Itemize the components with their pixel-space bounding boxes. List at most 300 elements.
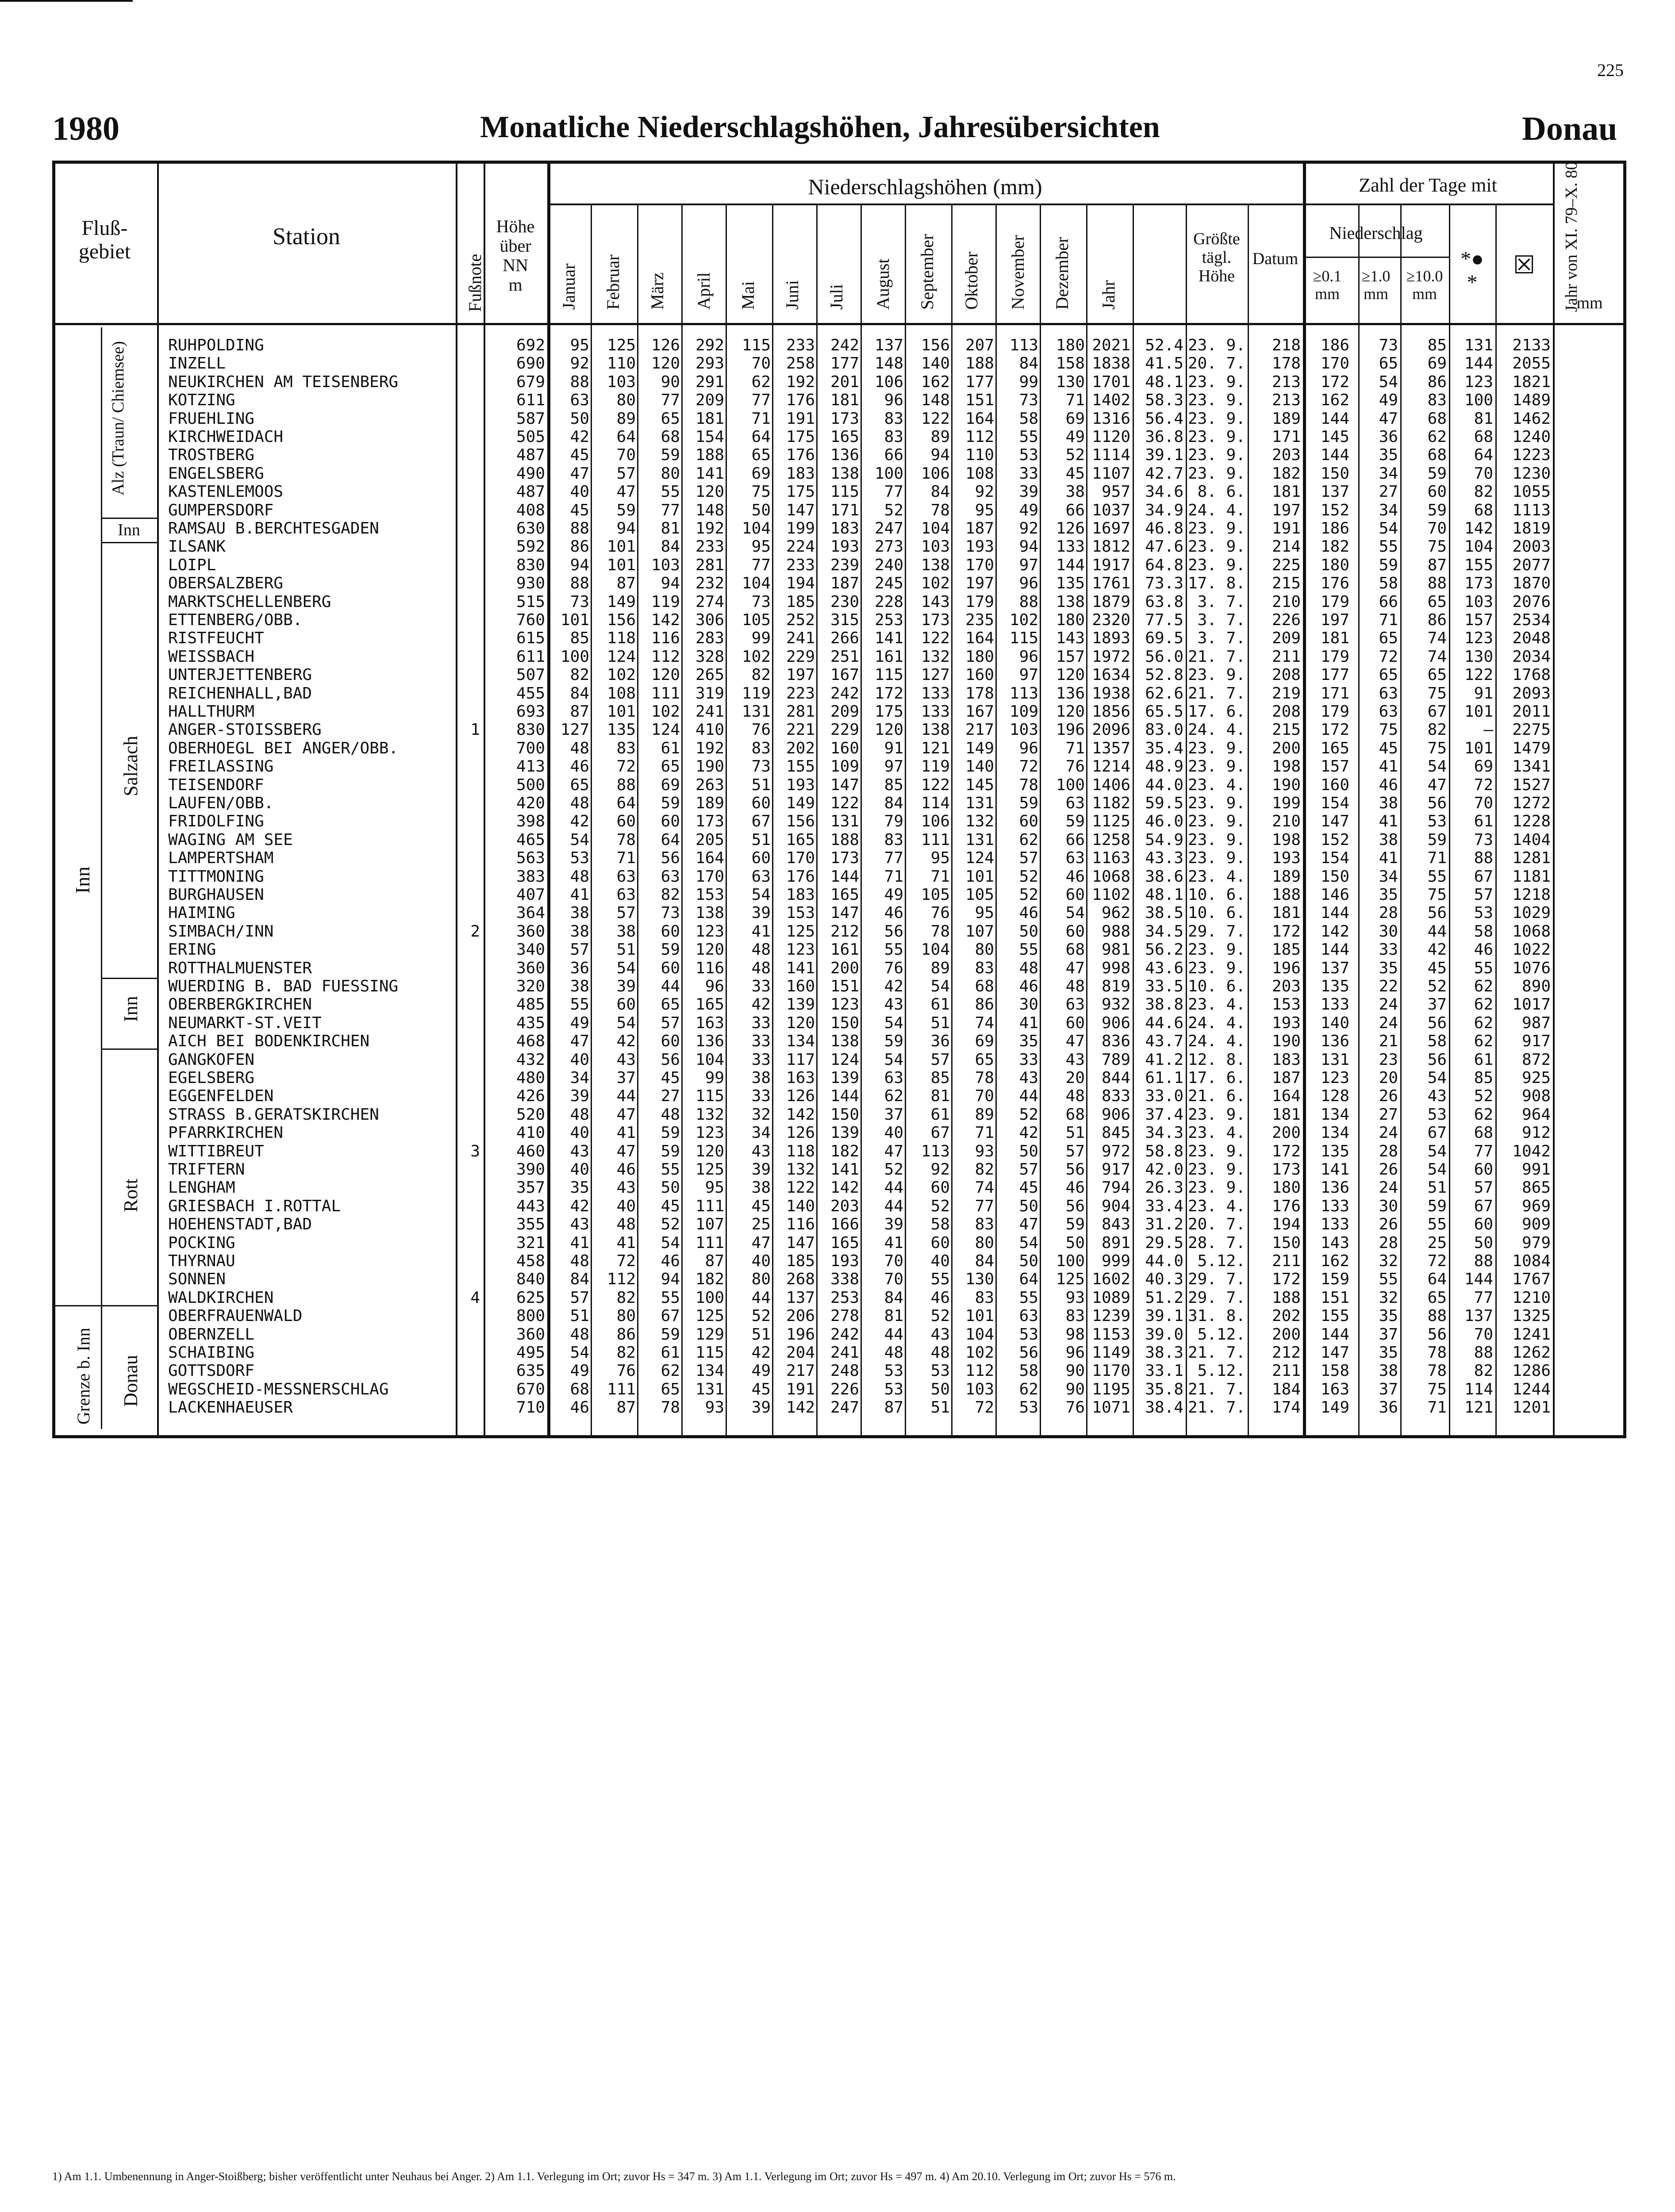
cell-value: 29.5 bbox=[1145, 1233, 1183, 1252]
cell-value: 64 bbox=[1019, 1270, 1038, 1289]
cell-value: 68 bbox=[661, 428, 680, 446]
cell-value: 164 bbox=[695, 849, 724, 868]
cell-value: 10. 6. bbox=[1187, 977, 1245, 995]
cell-value: 3. 7. bbox=[1197, 611, 1245, 629]
cell-value: 80 bbox=[661, 464, 680, 483]
cell-value: 198 bbox=[1272, 830, 1301, 849]
cell-value: 62 bbox=[1474, 977, 1493, 995]
cell-value: 1821 bbox=[1512, 373, 1551, 391]
cell-value: 53 bbox=[1427, 1105, 1447, 1124]
cell-value: 57 bbox=[570, 1288, 589, 1307]
cell-value: 35.8 bbox=[1145, 1380, 1183, 1398]
cell-value: 45 bbox=[1019, 1179, 1038, 1197]
cell-value: 60 bbox=[616, 812, 636, 831]
cell-value: 203 bbox=[1272, 446, 1301, 465]
cell-value: 23. 4. bbox=[1187, 1197, 1245, 1215]
cell-value: 56 bbox=[1019, 1344, 1038, 1362]
cell-value: 170 bbox=[695, 867, 724, 886]
cell-value: 247 bbox=[830, 1398, 859, 1417]
cell-value: 67 bbox=[751, 812, 771, 831]
cell-value: 41 bbox=[616, 1233, 636, 1252]
cell-value: 2077 bbox=[1512, 556, 1551, 574]
cell-value: 891 bbox=[1101, 1233, 1130, 1252]
cell-value: 115 bbox=[695, 1344, 724, 1362]
cell-value: 82 bbox=[1427, 721, 1447, 739]
cell-value: 36 bbox=[1379, 1398, 1398, 1417]
cell-value: 219 bbox=[1272, 684, 1301, 703]
cell-value: 40 bbox=[751, 1252, 771, 1270]
cell-value: 932 bbox=[1101, 995, 1130, 1014]
cell-value: 135 bbox=[1056, 574, 1085, 593]
cell-value: 40 bbox=[570, 1160, 589, 1179]
cell-value: 189 bbox=[1272, 867, 1301, 886]
cell-value: 1701 bbox=[1092, 373, 1130, 391]
cell-value: 111 bbox=[607, 1380, 636, 1398]
cell-value: 176 bbox=[786, 867, 815, 886]
cell-value: 48 bbox=[570, 794, 589, 812]
cell-value: 70 bbox=[884, 1252, 903, 1270]
cell-value: 29. 7. bbox=[1187, 922, 1245, 941]
cell-value: 114 bbox=[1464, 1380, 1493, 1398]
cell-value: 119 bbox=[651, 592, 680, 611]
cell-value: 193 bbox=[1272, 1014, 1301, 1032]
cell-value: 125 bbox=[1056, 1270, 1085, 1289]
river-rule bbox=[101, 518, 157, 519]
cell-value: 182 bbox=[695, 1270, 724, 1289]
cell-value: 23. 9. bbox=[1187, 812, 1245, 831]
cell-value: 263 bbox=[695, 776, 724, 794]
cell-value: 690 bbox=[516, 354, 545, 373]
cell-value: 56 bbox=[661, 849, 680, 868]
cell-value: 23. 9. bbox=[1187, 428, 1245, 446]
station-name: LAMPERTSHAM bbox=[168, 849, 274, 868]
cell-value: 208 bbox=[1272, 666, 1301, 684]
cell-value: 1107 bbox=[1092, 464, 1130, 483]
cell-value: 210 bbox=[1272, 592, 1301, 611]
cell-value: 45 bbox=[1065, 464, 1085, 483]
cell-value: 181 bbox=[830, 391, 859, 410]
cell-value: 229 bbox=[786, 647, 815, 666]
cell-value: 132 bbox=[921, 647, 950, 666]
cell-value: 2055 bbox=[1512, 354, 1551, 373]
cell-value: 111 bbox=[695, 1197, 724, 1215]
cell-value: 21 bbox=[1379, 1032, 1398, 1051]
cell-value: 33.4 bbox=[1145, 1197, 1183, 1215]
cell-value: 96 bbox=[1019, 647, 1038, 666]
cell-value: 38 bbox=[1379, 830, 1398, 849]
station-name: ENGELSBERG bbox=[168, 464, 264, 483]
cell-value: 507 bbox=[516, 666, 545, 684]
cell-value: 60 bbox=[930, 1179, 950, 1197]
cell-value: 58 bbox=[1427, 1032, 1447, 1051]
cell-value: 89 bbox=[616, 409, 636, 428]
cell-value: 364 bbox=[516, 904, 545, 922]
cell-value: 43 bbox=[1065, 1050, 1085, 1069]
cell-value: 228 bbox=[874, 592, 903, 611]
cell-value: 998 bbox=[1101, 959, 1130, 977]
cell-value: 1181 bbox=[1512, 867, 1551, 886]
cell-value: 38.6 bbox=[1145, 867, 1183, 886]
cell-value: 58.8 bbox=[1145, 1142, 1183, 1160]
cell-value: 62 bbox=[1019, 1380, 1038, 1398]
cell-value: 33 bbox=[751, 977, 771, 995]
cell-value: 42 bbox=[751, 1344, 771, 1362]
cell-value: 21. 7. bbox=[1187, 1344, 1245, 1362]
cell-value: 59 bbox=[1427, 830, 1447, 849]
cell-value: 82 bbox=[616, 1344, 636, 1362]
cell-value: 41 bbox=[570, 1233, 589, 1252]
cell-value: 147 bbox=[1320, 812, 1349, 831]
cell-value: 47 bbox=[570, 1032, 589, 1051]
cell-value: 41 bbox=[1379, 849, 1398, 868]
cell-value: 83 bbox=[884, 830, 903, 849]
cell-value: 987 bbox=[1521, 1014, 1551, 1032]
cell-value: 80 bbox=[975, 941, 994, 959]
cell-value: 142 bbox=[651, 611, 680, 629]
cell-value: 134 bbox=[786, 1032, 815, 1051]
river-rule bbox=[101, 1048, 157, 1050]
cell-value: 32 bbox=[751, 1105, 771, 1124]
cell-value: 150 bbox=[1320, 464, 1349, 483]
cell-value: 273 bbox=[874, 538, 903, 556]
cell-value: 969 bbox=[1521, 1197, 1551, 1215]
cell-value: 135 bbox=[1320, 1142, 1349, 1160]
cell-value: 120 bbox=[1056, 703, 1085, 721]
cell-value: 192 bbox=[695, 739, 724, 757]
cell-value: 39 bbox=[751, 1160, 771, 1179]
cell-value: 1697 bbox=[1092, 519, 1130, 538]
station-name: GUMPERSDORF bbox=[168, 501, 274, 519]
cell-value: 57 bbox=[930, 1050, 950, 1069]
cell-value: 872 bbox=[1521, 1050, 1551, 1069]
cell-value: 58 bbox=[1019, 409, 1038, 428]
cell-value: 133 bbox=[1320, 1197, 1349, 1215]
station-name: ANGER-STOISSBERG bbox=[168, 721, 322, 739]
cell-value: 1316 bbox=[1092, 409, 1130, 428]
cell-value: 241 bbox=[695, 703, 724, 721]
cell-value: 104 bbox=[695, 1050, 724, 1069]
cell-value: 700 bbox=[516, 739, 545, 757]
cell-value: 103 bbox=[965, 1380, 994, 1398]
cell-value: 167 bbox=[965, 703, 994, 721]
cell-value: 485 bbox=[516, 995, 545, 1014]
cell-value: 33 bbox=[751, 1087, 771, 1106]
cell-value: 136 bbox=[1320, 1179, 1349, 1197]
cell-value: 101 bbox=[607, 703, 636, 721]
cell-value: 45 bbox=[661, 1197, 680, 1215]
cell-value: 138 bbox=[830, 464, 859, 483]
cell-value: 175 bbox=[874, 703, 903, 721]
cell-value: 60 bbox=[661, 1032, 680, 1051]
cell-value: 266 bbox=[830, 629, 859, 648]
cell-value: 36 bbox=[1379, 428, 1398, 446]
cell-value: 1286 bbox=[1512, 1362, 1551, 1380]
cell-value: 56 bbox=[1427, 904, 1447, 922]
cell-value: 93 bbox=[975, 1142, 994, 1160]
cell-value: 845 bbox=[1101, 1124, 1130, 1142]
cell-value: 156 bbox=[607, 611, 636, 629]
cell-value: 85 bbox=[884, 776, 903, 794]
cell-value: 59 bbox=[661, 794, 680, 812]
cell-value: 136 bbox=[695, 1032, 724, 1051]
cell-value: 1120 bbox=[1092, 428, 1130, 446]
cell-value: 50 bbox=[930, 1380, 950, 1398]
cell-value: 82 bbox=[570, 666, 589, 684]
cell-value: 66 bbox=[884, 446, 903, 465]
cell-value: 283 bbox=[695, 629, 724, 648]
cell-value: 162 bbox=[1320, 391, 1349, 410]
cell-value: 1240 bbox=[1512, 428, 1551, 446]
cell-value: 840 bbox=[516, 1270, 545, 1289]
cell-value: 199 bbox=[786, 519, 815, 538]
station-name: KIRCHWEIDACH bbox=[168, 428, 284, 446]
cell-value: 53 bbox=[570, 849, 589, 868]
cell-value: 181 bbox=[1272, 904, 1301, 922]
cell-value: 124 bbox=[965, 849, 994, 868]
cell-value: 49 bbox=[570, 1014, 589, 1032]
cell-value: 48 bbox=[930, 1344, 950, 1362]
cell-value: 143 bbox=[921, 592, 950, 611]
cell-value: 42 bbox=[884, 977, 903, 995]
cell-value: 54 bbox=[570, 830, 589, 849]
cell-value: 180 bbox=[1272, 1179, 1301, 1197]
cell-value: 54 bbox=[570, 1344, 589, 1362]
station-name: INZELL bbox=[168, 354, 226, 373]
station-name: ROTTHALMUENSTER bbox=[168, 959, 312, 977]
cell-value: 1170 bbox=[1092, 1362, 1130, 1380]
cell-value: 1042 bbox=[1512, 1142, 1551, 1160]
cell-value: 65 bbox=[661, 995, 680, 1014]
station-name: SCHAIBING bbox=[168, 1344, 255, 1362]
cell-value: 443 bbox=[516, 1197, 545, 1215]
cell-value: 1761 bbox=[1092, 574, 1130, 593]
cell-value: 121 bbox=[921, 739, 950, 757]
cell-value: 47 bbox=[1427, 776, 1447, 794]
cell-value: 59 bbox=[1379, 556, 1398, 574]
cell-value: 42.7 bbox=[1145, 464, 1183, 483]
cell-value: 104 bbox=[1464, 538, 1493, 556]
cell-value: 125 bbox=[786, 922, 815, 941]
cell-value: 39.1 bbox=[1145, 446, 1183, 465]
cell-value: 66 bbox=[1065, 830, 1085, 849]
cell-value: 1201 bbox=[1512, 1398, 1551, 1417]
cell-value: 82 bbox=[1474, 1362, 1493, 1380]
cell-value: 94 bbox=[570, 556, 589, 574]
cell-value: 47 bbox=[616, 1142, 636, 1160]
cell-value: 111 bbox=[921, 830, 950, 849]
cell-value: 981 bbox=[1101, 941, 1130, 959]
cell-value: 44 bbox=[1019, 1087, 1038, 1106]
cell-value: 172 bbox=[1272, 1142, 1301, 1160]
fussnote-marker: 3 bbox=[470, 1142, 480, 1160]
cell-value: 185 bbox=[786, 1252, 815, 1270]
cell-value: 189 bbox=[695, 794, 724, 812]
cell-value: 122 bbox=[830, 794, 859, 812]
cell-value: 76 bbox=[884, 959, 903, 977]
station-name: THYRNAU bbox=[168, 1252, 235, 1270]
cell-value: 1602 bbox=[1092, 1270, 1130, 1289]
cell-value: 59 bbox=[661, 1142, 680, 1160]
cell-value: 27 bbox=[1379, 483, 1398, 501]
cell-value: 158 bbox=[1320, 1362, 1349, 1380]
cell-value: 179 bbox=[1320, 703, 1349, 721]
cell-value: 65.5 bbox=[1145, 703, 1183, 721]
cell-value: 29. 7. bbox=[1187, 1270, 1245, 1289]
cell-value: 60 bbox=[1065, 922, 1085, 941]
cell-value: 52 bbox=[1474, 1087, 1493, 1106]
cell-value: 120 bbox=[874, 721, 903, 739]
region-heading: Donau bbox=[1522, 110, 1617, 147]
cell-value: 88 bbox=[1474, 1252, 1493, 1270]
cell-value: 181 bbox=[1272, 1105, 1301, 1124]
cell-value: 57 bbox=[1474, 886, 1493, 904]
cell-value: 76 bbox=[751, 721, 771, 739]
station-name: KASTENLEMOOS bbox=[168, 483, 284, 501]
cell-value: 61.1 bbox=[1145, 1069, 1183, 1087]
cell-value: 51 bbox=[1427, 1179, 1447, 1197]
station-name: ILSANK bbox=[168, 538, 226, 556]
cell-value: 23. 4. bbox=[1187, 1124, 1245, 1142]
cell-value: 49 bbox=[1019, 501, 1038, 519]
cell-value: 46 bbox=[661, 1252, 680, 1270]
cell-value: 44 bbox=[884, 1179, 903, 1197]
cell-value: 88 bbox=[1019, 592, 1038, 611]
cell-value: 160 bbox=[1320, 776, 1349, 794]
cell-value: 83 bbox=[975, 1215, 994, 1234]
cell-value: 132 bbox=[786, 1160, 815, 1179]
cell-value: 91 bbox=[884, 739, 903, 757]
cell-value: 69 bbox=[1065, 409, 1085, 428]
cell-value: 1489 bbox=[1512, 391, 1551, 410]
cell-value: 37 bbox=[616, 1069, 636, 1087]
cell-value: 34 bbox=[570, 1069, 589, 1087]
cell-value: 107 bbox=[965, 922, 994, 941]
cell-value: 57 bbox=[1019, 849, 1038, 868]
cell-value: 148 bbox=[695, 501, 724, 519]
cell-value: 50 bbox=[1065, 1233, 1085, 1252]
station-name: RUHPOLDING bbox=[168, 336, 264, 354]
cell-value: 185 bbox=[786, 592, 815, 611]
cell-value: 196 bbox=[1272, 959, 1301, 977]
cell-value: 71 bbox=[975, 1124, 994, 1142]
cell-value: 41 bbox=[1379, 757, 1398, 776]
cell-value: 87 bbox=[884, 1398, 903, 1417]
cell-value: 957 bbox=[1101, 483, 1130, 501]
cell-value: 102 bbox=[921, 574, 950, 593]
cell-value: 455 bbox=[516, 684, 545, 703]
cell-value: 115 bbox=[1009, 629, 1038, 648]
cell-value: 63 bbox=[884, 1069, 903, 1087]
cell-value: 140 bbox=[965, 757, 994, 776]
cell-value: 56.2 bbox=[1145, 941, 1183, 959]
cell-value: 83.0 bbox=[1145, 721, 1183, 739]
header-fussnote: Fußnote bbox=[465, 253, 485, 312]
cell-value: 908 bbox=[1521, 1087, 1551, 1106]
cell-value: 135 bbox=[607, 721, 636, 739]
cell-value: 480 bbox=[516, 1069, 545, 1087]
cell-value: 25 bbox=[751, 1215, 771, 1234]
cell-value: 181 bbox=[1272, 483, 1301, 501]
river-rule bbox=[101, 978, 157, 979]
cell-value: 65 bbox=[1427, 592, 1447, 611]
cell-value: 152 bbox=[1320, 501, 1349, 519]
river-rule bbox=[101, 327, 102, 1429]
cell-value: 1404 bbox=[1512, 830, 1551, 849]
cell-value: 1870 bbox=[1512, 574, 1551, 593]
cell-value: – bbox=[1483, 721, 1493, 739]
cell-value: 460 bbox=[516, 1142, 545, 1160]
cell-value: 258 bbox=[786, 354, 815, 373]
cell-value: 60 bbox=[1474, 1215, 1493, 1234]
cell-value: 48 bbox=[1065, 977, 1085, 995]
station-name: HALLTHURM bbox=[168, 703, 255, 721]
cell-value: 58 bbox=[1379, 574, 1398, 593]
cell-value: 55 bbox=[1379, 1270, 1398, 1289]
cell-value: 80 bbox=[616, 1307, 636, 1325]
cell-value: 43.3 bbox=[1145, 849, 1183, 868]
cell-value: 1357 bbox=[1092, 739, 1130, 757]
cell-value: 61 bbox=[930, 1105, 950, 1124]
cell-value: 17. 6. bbox=[1187, 703, 1245, 721]
cell-value: 35 bbox=[1379, 1307, 1398, 1325]
cell-value: 45 bbox=[570, 446, 589, 465]
cell-value: 33.0 bbox=[1145, 1087, 1183, 1106]
cell-value: 57 bbox=[1065, 1142, 1085, 1160]
header-month-1: Februar bbox=[603, 254, 623, 310]
cell-value: 1239 bbox=[1092, 1307, 1130, 1325]
cell-value: 60 bbox=[1065, 886, 1085, 904]
cell-value: 1341 bbox=[1512, 757, 1551, 776]
cell-value: 190 bbox=[695, 757, 724, 776]
cell-value: 73 bbox=[661, 904, 680, 922]
cell-value: 110 bbox=[607, 354, 636, 373]
cell-value: 108 bbox=[607, 684, 636, 703]
cell-value: 34.6 bbox=[1145, 483, 1183, 501]
cell-value: 160 bbox=[786, 977, 815, 995]
cell-value: 46 bbox=[1474, 941, 1493, 959]
cell-value: 242 bbox=[830, 1325, 859, 1344]
station-name: GRIESBACH I.ROTTAL bbox=[168, 1197, 341, 1215]
cell-value: 291 bbox=[695, 373, 724, 391]
cell-value: 77 bbox=[884, 849, 903, 868]
cell-value: 84 bbox=[661, 538, 680, 556]
cell-value: 930 bbox=[516, 574, 545, 593]
cell-value: 63 bbox=[661, 867, 680, 886]
cell-value: 136 bbox=[1320, 1032, 1349, 1051]
header-niederschlagshoehen: Niederschlagshöhen (mm) bbox=[808, 174, 1042, 199]
cell-value: 241 bbox=[786, 629, 815, 648]
cell-value: 111 bbox=[651, 684, 680, 703]
cell-value: 122 bbox=[1464, 666, 1493, 684]
cell-value: 43 bbox=[751, 1142, 771, 1160]
cell-value: 38.8 bbox=[1145, 995, 1183, 1014]
cell-value: 200 bbox=[830, 959, 859, 977]
cell-value: 45 bbox=[1427, 959, 1447, 977]
cell-value: 17. 8. bbox=[1187, 574, 1245, 593]
cell-value: 171 bbox=[1272, 428, 1301, 446]
cell-value: 191 bbox=[1272, 519, 1301, 538]
cell-value: 253 bbox=[830, 1288, 859, 1307]
cell-value: 63 bbox=[751, 867, 771, 886]
cell-value: 24 bbox=[1379, 995, 1398, 1014]
cell-value: 78 bbox=[930, 922, 950, 941]
cell-value: 38 bbox=[1379, 1362, 1398, 1380]
cell-value: 137 bbox=[1320, 959, 1349, 977]
cell-value: 242 bbox=[830, 336, 859, 354]
cell-value: 40 bbox=[570, 483, 589, 501]
cell-value: 77 bbox=[975, 1197, 994, 1215]
cell-value: 44 bbox=[616, 1087, 636, 1106]
